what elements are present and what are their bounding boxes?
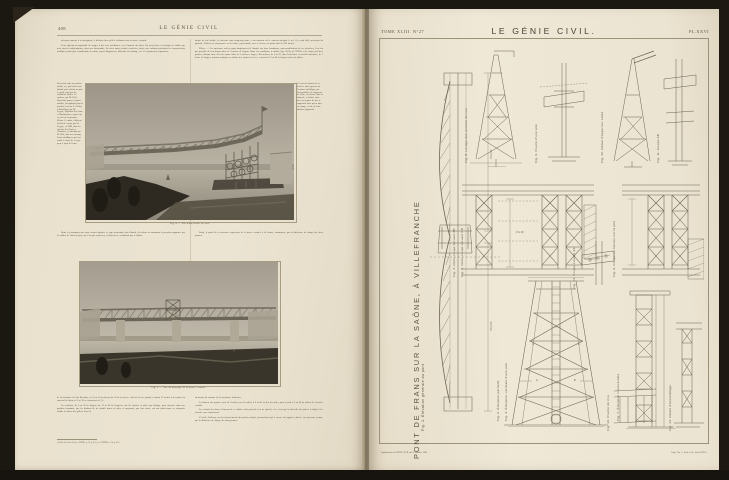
figure-5-label: Fig. 5. Demi-coupe suivant CD — [460, 227, 464, 277]
paragraph: La hauteur des poutres varie de 4 mètres sur les culées à 9 m 60 au lieu des piles, pour revenir à 3 m 60 au milieu de la travée centrale. — [195, 400, 323, 407]
paragraph: dation de cire inédite, la descente dura vingt-sept jours, et au moment où le couteau atteignit le sol, il y avait déjà, au-dessus du plafond, 29,68 m de maçonnerie en de béton, représentant, avec le réseau, un poids total de 820 tonnes. — [195, 39, 323, 46]
figure-10-label: Fig. 10. Détail d'appui sur culée — [600, 111, 604, 163]
figure-4-caption: Fig. 4. — Vue d'une travée de rive. — [169, 222, 211, 225]
paragraph: Piliers. — Les anciennes culées ayant simplement été élargies sur leurs fondations, sans modification de ces dernières, il ne fut pas possible de leur donner plus de 9 mètres de largeur. Dans ces conditions, le tablier (fig. 24-26, pl. XXVI) a été formé par deux poutres, laissant entre elles un espace libre de 7 mètres et larges, elles-mêmes, de 0 m 70, dont l'entretoise et semelle inférieure, de 1 mètre de largeur, forment anticipés en dehors des poutres de rive, et portent à 9 m 40 la largeur totale du tablier. — [195, 46, 323, 59]
plate-credit-left: Supplément au GÉNIE CIVIL du 27 octobre 1903 — [381, 452, 428, 454]
column-a-bottom — [57, 396, 185, 414]
tome-issue-label: TOME XLIII. N°27 — [381, 29, 425, 34]
right-page-plate — [369, 8, 719, 470]
figure-10-abutment-bearing — [604, 49, 660, 169]
footnote-rule — [57, 439, 97, 440]
figure-12-label: Fig. 12. Poutre de rive — [606, 394, 610, 431]
figure-11-detail-section — [660, 53, 702, 169]
folio-number: 408 — [58, 26, 66, 31]
figure-11-label: Fig. 11. Coupe AB — [656, 133, 660, 163]
svg-text:C: C — [532, 343, 534, 346]
figure-2-3-pier-elevation — [502, 277, 610, 427]
figure-4-5-cross-section — [458, 177, 598, 281]
figure-5-photo — [79, 261, 281, 387]
paragraph: Outre les avantages que nous venons signaler, ce type permettait, tout d'abord, de réduire au minimum la pression supportée par les câbles de l'ancien pont, que l'on prit conserver, et dont on ne construisit pas le tablier. — [57, 231, 185, 238]
figure-7-label: Fig. 7. Élévation transversale — [616, 373, 620, 421]
figure-9-label: Fig. 9. Poutre d'une pile — [534, 124, 538, 163]
footnote: (1) Voir Le Génie Civil, t. XXXII, p. 17, p. 213, et t. XXXIII, n° 14, p. 215. — [57, 442, 120, 444]
svg-text:70 m 00: 70 m 00 — [490, 149, 493, 159]
paragraph: Les calculs des divers éléments de ce tablier n'ont présenté rien de spécial, si ce n'est que la diversité des pièces à obligé à les calculer unes séparément. — [195, 408, 323, 415]
paragraph: C'est là, d'ailleurs, un des inconvénients du système adopté, inconvénient qui à encore été aggravé, dans le cas qui nous occupe, par la différence de charge des deux poutres. — [195, 416, 323, 423]
figure-13-joint-detail — [578, 239, 618, 287]
figure-8-label: Fig. 8. Levage des poutres de rive — [464, 107, 468, 163]
column-a-side — [57, 83, 83, 147]
running-head: LE GÉNIE CIVIL — [159, 25, 219, 31]
figure-5-caption: Fig. 5. — Vue du montage de la travée centrale. — [151, 386, 207, 389]
column-b-top — [195, 39, 323, 81]
figure-6-pier-cross-section — [618, 179, 704, 283]
svg-text:A: A — [536, 379, 538, 382]
svg-text:B: B — [574, 379, 576, 382]
figure-8-lifting-girders — [468, 47, 526, 167]
paragraph: Les caissons, de 0 m 50 de largeur sur 13 m 30 de longueur, ont été montés en place par flottage, puis enfoncés dans une position constante, par les boulons de fer double traces de piles et maçonnés, par leur rivure, sur une plate-forme en charpente établie les blocs des piliers. Pour la — [57, 403, 185, 413]
paragraph: On écrivit enfin au système mobile ver, qu'il bénit toute latitude pour obtenir un pari le profil exigé par les conditions locales. Ce système, que M. Réal Oriscolato pousse à jointes mobiles, fut appliqué pour la première fois sur le Chéliff, à Rodachinji, par M. Leygue, Ingénieur des Ponts et Manufactures, ayant reçu en chef de la première d'Oran. Ce mode, d'ailleurs, fut décrit et posé par M. Leygue, en 1889, dans les Annales des Ponts et Chaussées, et introduit par M. Réal, dans son ouvrage Ponts métalliques, qui sert leader le choix de ce type pour le pont de Frans. — [57, 83, 84, 145]
column-b-side — [297, 83, 323, 113]
figure-6-label: Fig. 6. Coupe en travers sur la pile — [612, 220, 616, 277]
scan-edge-right — [719, 0, 729, 480]
figure-13-label: Fig. 13. Coupe suivant EF — [572, 246, 576, 289]
figure-9-pier-girder — [538, 57, 590, 167]
paragraph: de la résistance de l'art Bernalin, et à 0 m 50 au-dessus du 50 de la travée; celui de la rive gauche a atteint 12 mètres à la ensuite du sous-sol de béton et 9 m 30 en contrefort de 0,5. — [57, 396, 185, 403]
scan-edge-left — [0, 0, 15, 480]
scan-edge-bottom — [0, 470, 729, 480]
figure-4-photo — [85, 83, 297, 223]
column-b-bottom — [195, 396, 323, 424]
paragraph: vait pour amener à la navigation, le déchirer bien qu'il le réduisait sous la travée centrale. — [61, 39, 147, 42]
paragraph: Enfin, le profil de la sous-face supérieure de la travée centrale a été donné, notamment, par la différence de charge des deux poutres. — [195, 231, 323, 238]
figure-4-label: Fig. 4. Demi-coupe suivant AB — [452, 228, 456, 277]
left-page — [13, 8, 365, 470]
column-a-top — [57, 39, 185, 81]
plate-main-subtitle: Fig. 1. Élévation générale du pont — [421, 363, 425, 431]
svg-text:70 m 00: 70 m 00 — [490, 321, 493, 331]
figure-12-edge-girder — [612, 385, 658, 427]
paragraph: Il fut également impossible de songer à des axes oscillantes, vu la hauteur des piles. On pensa bien à constituer le tablier par trois travées indépendantes, dont une horizontale, les deux autres cintrées inclinées, mais cette solution présentait les inconvénients multiples joints plus considérable de métal, aspect disgracieux, difficulté du cintrage, etc. Cet ajustement répousseur. — [57, 43, 185, 53]
paragraph: au-dessus du sommet de la membrure inférieure. — [195, 396, 242, 399]
plate-credit-right: Imp. Gén. A. Petit et Cie, Paris (XIV°) — [671, 452, 707, 454]
figure-3-label: Fig. 3. Élévation verticale d'une pile — [504, 362, 508, 421]
svg-text:D: D — [578, 343, 580, 346]
plate-number: PL.XXVI — [689, 29, 709, 34]
scan-edge-top — [0, 0, 729, 9]
plate-main-title: PONT DE FRANS SUR LA SAÔNE, À VILLEFRANCHE — [412, 200, 421, 459]
svg-text:9 m 40: 9 m 40 — [516, 231, 524, 234]
paragraph: La voie du chemin de fer, dont les rails reposent sur l'ossature métallique, par l'intermédiaire de longerons de chêne, est insérée dans la chaussée, et laissée toute nue; les poutres de rive se supportent donc par la mise en charge, et ont, de leurs attaches apparentes. — [297, 83, 323, 111]
figure-14-label: Fig. 14. Détail d'assemblage — [668, 385, 672, 431]
header-rule — [57, 35, 322, 36]
figure-14-assembly-detail — [672, 319, 706, 429]
text-columns — [57, 39, 323, 453]
plate-journal-title: LE GÉNIE CIVIL. — [491, 26, 597, 36]
figure-2-label: Fig. 2. Élévation partielle — [496, 380, 500, 421]
